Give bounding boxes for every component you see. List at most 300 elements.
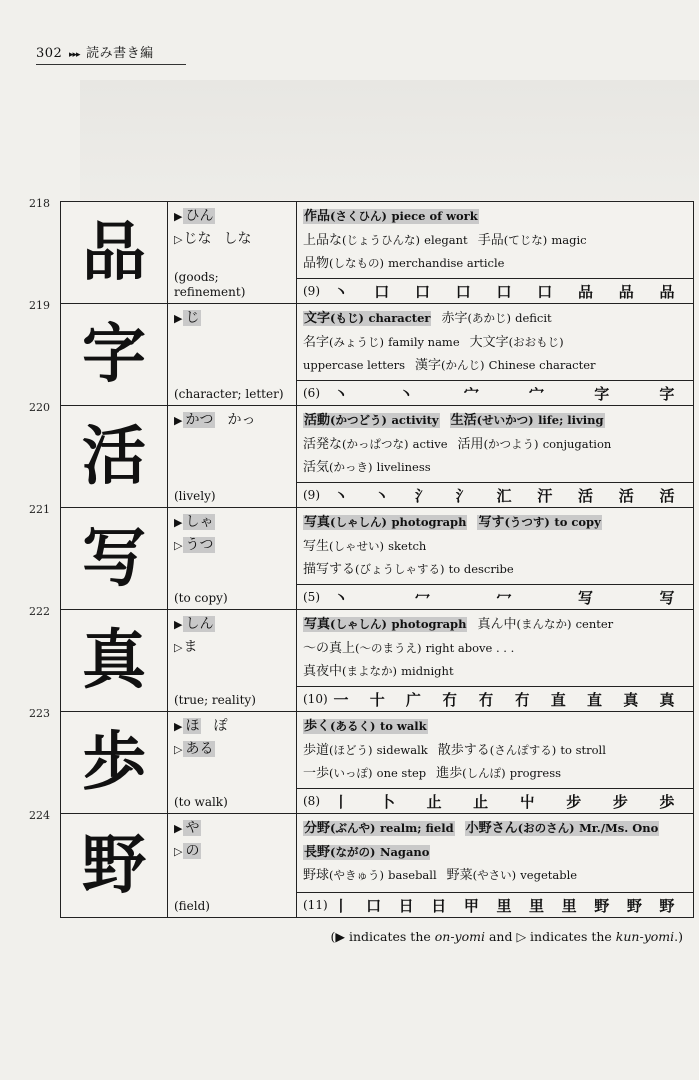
kun-yomi-marker: ▷ (174, 539, 183, 552)
vocab-gloss: elegant (424, 232, 468, 247)
stroke-count: (11) (303, 898, 328, 912)
on-reading-alt: ぽ (213, 718, 228, 734)
entry-number: 221 (29, 503, 50, 516)
vocab-kanji: 名字 (303, 334, 330, 350)
vocab-word (470, 335, 564, 350)
kanji-cell (61, 406, 168, 507)
vocab-list (297, 712, 693, 786)
vocab-reading: (さくひん) (330, 209, 387, 223)
vocab-gloss: uppercase letters (303, 358, 406, 372)
section-title: 読み書き編 (86, 46, 154, 61)
vocab-line (303, 660, 687, 684)
vocab-gloss: to describe (448, 562, 514, 576)
vocab-kanji: 上品な (303, 232, 343, 248)
vocab-kanji: 野菜 (446, 868, 473, 883)
bleed-through-area (80, 80, 699, 200)
stroke-sequence (325, 791, 693, 812)
vocab-cell (297, 202, 693, 303)
vocab-kanji: 文字 (304, 311, 331, 326)
stroke-step: 活 (618, 486, 634, 505)
stroke-step: 口 (414, 282, 430, 301)
kun-reading (174, 636, 292, 659)
vocab-gloss: merchandise article (388, 256, 505, 270)
stroke-step: 活 (659, 486, 675, 505)
meaning-line-1: (lively) (174, 489, 216, 503)
vocab-cell (297, 304, 693, 405)
vocab-word (303, 719, 428, 734)
vocab-line (303, 229, 687, 253)
vocab-list (297, 202, 693, 276)
vocab-word (303, 766, 426, 781)
kun-reading-text: ある (185, 741, 214, 757)
stroke-step: 口 (366, 896, 382, 915)
footnote-kun-yomi: kun-yomi (615, 929, 675, 944)
stroke-step: 丶 (333, 588, 349, 607)
vocab-kanji: 漢字 (415, 358, 442, 373)
legend-footnote (331, 929, 683, 944)
vocab-kanji: 描写する (303, 562, 356, 577)
on-yomi-marker: ▶ (174, 720, 183, 733)
vocab-gloss: vegetable (520, 868, 578, 882)
stroke-step: 丨 (333, 792, 349, 811)
stroke-step: 十 (369, 690, 385, 709)
vocab-word (303, 335, 460, 350)
on-reading-text: ひん (185, 208, 214, 224)
vocab-reading: (しゃしん) (330, 617, 387, 631)
page-number: 302 (36, 46, 63, 61)
stroke-step: 野 (626, 896, 642, 915)
on-reading (174, 715, 292, 738)
footnote-on-yomi: on-yomi (434, 929, 485, 944)
vocab-gloss: deficit (515, 311, 552, 325)
vocab-line (303, 307, 687, 331)
vocab-kanji: 大文字 (469, 334, 509, 350)
vocab-reading: (うつす) (504, 515, 550, 529)
vocab-reading: (せいかつ) (476, 413, 534, 427)
vocab-word (447, 868, 577, 883)
on-yomi-marker: ▶ (174, 414, 183, 427)
stroke-count: (6) (303, 386, 320, 400)
stroke-step: 口 (496, 282, 512, 301)
kanji-entry (29, 299, 693, 406)
vocab-kanji: 一歩 (303, 766, 330, 781)
reading-cell (168, 508, 297, 609)
vocab-word (303, 358, 405, 373)
kanji-character: 活 (82, 418, 146, 494)
vocab-line (303, 252, 687, 276)
on-reading-alt: かっ (227, 412, 256, 428)
stroke-order (297, 278, 693, 303)
stroke-step: 野 (659, 896, 675, 915)
on-reading-text: や (185, 820, 200, 836)
vocab-reading: (しゃせい) (329, 538, 384, 553)
stroke-step: 口 (374, 282, 390, 301)
vocab-list (297, 304, 693, 378)
stroke-step: 品 (659, 282, 675, 301)
stroke-step: 直 (587, 690, 603, 709)
kanji-cell (61, 304, 168, 405)
vocab-line (303, 511, 687, 535)
vocab-word (303, 821, 455, 836)
stroke-step: 冖 (496, 588, 512, 607)
vocab-reading: (おおもじ) (508, 334, 564, 349)
stroke-sequence (325, 383, 693, 404)
stroke-step: 丶 (374, 486, 390, 505)
meaning-line-1: (field) (174, 899, 210, 913)
vocab-kanji: 分野 (304, 821, 331, 836)
vocab-gloss: progress (509, 766, 562, 780)
on-reading-text: かつ (185, 412, 214, 428)
stroke-step: 甲 (463, 896, 479, 915)
vocab-reading: (〜のまうえ) (355, 640, 422, 655)
vocab-cell (297, 508, 693, 609)
vocab-kanji: 写真 (304, 617, 331, 632)
on-reading-text: しん (185, 616, 214, 632)
vocab-word (303, 437, 448, 452)
vocab-reading: (おのさん) (517, 821, 575, 835)
vocab-reading: (しなもの) (329, 256, 384, 270)
stroke-step: 一 (333, 690, 349, 709)
stroke-step: 直 (550, 690, 566, 709)
vocab-reading: (いっぽ) (329, 766, 373, 780)
stroke-step: 冇 (514, 690, 530, 709)
vocab-kanji: 小野さん (465, 821, 518, 836)
kanji-character: 品 (82, 214, 146, 290)
stroke-step: 宀 (529, 384, 545, 403)
vocab-word (478, 233, 587, 248)
vocab-reading: (まんなか) (516, 617, 572, 631)
vocab-word (303, 256, 504, 271)
kanji-meaning (174, 489, 216, 504)
stroke-step: 广 (405, 690, 421, 709)
on-reading-text: じ (185, 310, 200, 326)
vocab-kanji: 品物 (303, 256, 330, 271)
kanji-entry (29, 197, 693, 304)
vocab-gloss: to stroll (560, 742, 606, 757)
vocab-reading: (しゃしん) (330, 515, 387, 529)
vocab-word (458, 437, 612, 452)
vocab-kanji: 活発な (303, 436, 343, 452)
kanji-meaning (174, 387, 284, 402)
stroke-count: (8) (303, 794, 320, 808)
vocab-list (297, 406, 693, 480)
kanji-entry (29, 809, 693, 918)
kun-reading (174, 738, 292, 761)
stroke-order (297, 482, 693, 507)
stroke-step: 氵 (455, 486, 471, 505)
kanji-cell (61, 814, 168, 917)
vocab-line (303, 613, 687, 637)
kanji-entry (29, 707, 693, 814)
vocab-cell (297, 814, 693, 917)
stroke-step: 里 (529, 896, 545, 915)
meaning-line-1: (goods; (174, 270, 219, 284)
stroke-step: 真 (623, 690, 639, 709)
vocab-kanji: 真ん中 (477, 617, 517, 632)
meaning-line-1: (character; letter) (174, 387, 284, 401)
vocab-reading: (かんじ) (441, 358, 485, 372)
on-reading (174, 511, 292, 534)
kun-yomi-marker: ▷ (174, 641, 183, 654)
vocab-reading: (あかじ) (467, 311, 511, 325)
kun-reading-text: ま (183, 639, 198, 655)
vocab-reading: (かっき) (329, 460, 373, 474)
stroke-step: 活 (577, 486, 593, 505)
vocab-gloss: family name (388, 334, 460, 349)
vocab-line (303, 354, 687, 378)
vocab-word (303, 617, 467, 632)
stroke-step: 丶 (333, 486, 349, 505)
on-reading (174, 613, 292, 636)
kanji-cell (61, 712, 168, 813)
vocab-gloss: center (575, 617, 614, 631)
stroke-step: 字 (659, 384, 675, 403)
vocab-gloss: activity (391, 413, 439, 427)
stroke-sequence (325, 281, 693, 302)
stroke-step: 止 (473, 792, 489, 811)
vocab-line (303, 535, 687, 559)
vocab-line (303, 817, 687, 841)
vocab-kanji: 活気 (303, 460, 330, 475)
vocab-gloss: active (412, 436, 448, 451)
stroke-order (297, 686, 693, 711)
kanji-meaning (174, 693, 256, 708)
vocab-kanji: 活動 (304, 413, 331, 428)
on-reading (174, 817, 292, 840)
on-yomi-marker: ▶ (174, 822, 183, 835)
stroke-sequence (325, 895, 693, 916)
vocab-kanji: 野球 (303, 868, 330, 883)
vocab-word (303, 311, 431, 326)
vocab-kanji: 進歩 (436, 766, 463, 781)
vocab-gloss: one step (376, 766, 427, 780)
vocab-kanji: 作品 (304, 209, 331, 224)
stroke-step: 屮 (519, 792, 535, 811)
kanji-entry (29, 605, 693, 712)
vocab-reading: (てじな) (503, 232, 548, 247)
vocab-gloss: photograph (391, 515, 467, 529)
stroke-step: 冇 (442, 690, 458, 709)
stroke-step: 野 (594, 896, 610, 915)
vocab-line (303, 409, 687, 433)
vocab-kanji: 歩く (304, 719, 331, 734)
kun-reading-text: の (185, 843, 200, 859)
vocab-word (303, 664, 454, 679)
stroke-step: 品 (618, 282, 634, 301)
entry-number: 222 (29, 605, 50, 618)
vocab-reading: (みょうじ) (329, 334, 384, 349)
page-header (36, 42, 186, 65)
stroke-sequence (325, 485, 693, 506)
stroke-step: 丶 (398, 384, 414, 403)
vocab-kanji: 写生 (303, 538, 330, 554)
vocab-gloss: baseball (388, 868, 437, 882)
vocab-word (303, 845, 430, 860)
reading-cell (168, 712, 297, 813)
kanji-character: 野 (82, 827, 146, 903)
on-reading (174, 307, 292, 330)
vocab-line (303, 739, 687, 763)
stroke-step: 步 (612, 792, 628, 811)
entry-number: 220 (29, 401, 50, 414)
on-yomi-marker: ▶ (174, 312, 183, 325)
kanji-character: 歩 (82, 724, 146, 800)
vocab-gloss: life; living (538, 413, 604, 427)
vocab-kanji: 散歩する (437, 742, 490, 758)
stroke-step: 品 (577, 282, 593, 301)
vocab-list (297, 508, 693, 582)
vocab-word (303, 562, 514, 577)
stroke-step: 止 (426, 792, 442, 811)
vocab-gloss: realm; field (379, 821, 454, 835)
reading-cell (168, 406, 297, 507)
vocab-line (303, 841, 687, 865)
stroke-step: 步 (566, 792, 582, 811)
vocab-kanji: 写す (478, 515, 505, 530)
entry-number: 218 (29, 197, 50, 210)
vocab-kanji: 写真 (304, 515, 331, 530)
kun-yomi-marker: ▷ (174, 743, 183, 756)
meaning-line-1: (true; reality) (174, 693, 256, 707)
on-yomi-marker: ▶ (174, 210, 183, 223)
kanji-meaning (174, 795, 228, 810)
kanji-cell (61, 508, 168, 609)
vocab-gloss: photograph (391, 617, 467, 631)
vocab-word (477, 515, 601, 530)
kanji-table (29, 197, 694, 918)
stroke-step: 日 (431, 896, 447, 915)
vocab-list (297, 814, 693, 888)
vocab-word (415, 358, 596, 373)
stroke-step: 写 (577, 588, 593, 607)
reading-cell (168, 610, 297, 711)
vocab-gloss: Mr./Ms. Ono (579, 821, 659, 835)
on-reading (174, 409, 292, 432)
stroke-step: 里 (496, 896, 512, 915)
vocab-reading: (かっぱつな) (342, 436, 409, 451)
vocab-reading: (もじ) (330, 311, 364, 325)
vocab-cell (297, 712, 693, 813)
stroke-step: 字 (594, 384, 610, 403)
meaning-line-2: refinement) (174, 285, 246, 299)
entry-number: 219 (29, 299, 50, 312)
entry-number: 223 (29, 707, 50, 720)
vocab-kanji: 赤字 (441, 311, 468, 326)
on-yomi-marker: ▶ (174, 618, 183, 631)
kanji-meaning (174, 270, 245, 300)
kanji-character: 写 (82, 520, 146, 596)
vocab-word (303, 868, 437, 883)
vocab-kanji: 〜の真上 (303, 640, 356, 656)
vocab-line (303, 558, 687, 582)
on-reading (174, 205, 292, 228)
vocab-gloss: midnight (401, 664, 454, 678)
kanji-character: 字 (82, 316, 146, 392)
vocab-word (441, 311, 551, 326)
kanji-meaning (174, 591, 228, 606)
vocab-word (303, 743, 428, 758)
vocab-reading: (かつよう) (483, 436, 539, 451)
vocab-reading: (さんぽする) (489, 742, 557, 757)
stroke-count: (9) (303, 284, 320, 298)
vocab-line (303, 715, 687, 739)
stroke-step: 宀 (463, 384, 479, 403)
header-arrows: ▸▸▸ (68, 50, 80, 60)
stroke-sequence (325, 587, 693, 608)
kun-yomi-marker: ▷ (174, 233, 183, 246)
kun-yomi-marker: ▷ (174, 845, 183, 858)
vocab-reading: (やきゅう) (329, 868, 384, 882)
vocab-word (477, 617, 613, 632)
vocab-word (438, 743, 606, 758)
stroke-count: (10) (303, 692, 328, 706)
footnote-text-1: (▶ indicates the (330, 929, 435, 944)
vocab-kanji: 長野 (304, 844, 331, 860)
vocab-kanji: 手品 (477, 232, 504, 248)
vocab-line (303, 456, 687, 480)
vocab-gloss: magic (551, 232, 587, 247)
stroke-step: 歩 (659, 792, 675, 811)
kanji-cell (61, 202, 168, 303)
stroke-step: 汗 (537, 486, 553, 505)
kun-reading (174, 228, 292, 251)
vocab-reading: (しんぽ) (462, 766, 506, 780)
vocab-gloss: conjugation (542, 436, 612, 451)
stroke-order (297, 584, 693, 609)
stroke-step: 氵 (414, 486, 430, 505)
vocab-line (303, 637, 687, 661)
vocab-word (450, 413, 605, 428)
vocab-gloss: sidewalk (376, 742, 428, 757)
kanji-character: 真 (82, 622, 146, 698)
stroke-step: 丶 (333, 384, 349, 403)
vocab-kanji: 活用 (457, 436, 484, 452)
vocab-line (303, 864, 687, 888)
vocab-gloss: to copy (554, 515, 601, 529)
stroke-step: 汇 (496, 486, 512, 505)
vocab-word (436, 766, 561, 781)
footnote-text-3: .) (674, 929, 683, 944)
stroke-step: 里 (561, 896, 577, 915)
stroke-order (297, 892, 693, 917)
reading-cell (168, 202, 297, 303)
stroke-count: (5) (303, 590, 320, 604)
stroke-sequence (325, 689, 693, 710)
vocab-cell (297, 610, 693, 711)
kun-reading (174, 840, 292, 863)
vocab-reading: (びょうしゃする) (355, 562, 445, 576)
vocab-reading: (ながの) (330, 844, 376, 859)
vocab-line (303, 205, 687, 229)
vocab-gloss: character (368, 311, 431, 325)
vocab-list (297, 610, 693, 684)
stroke-step: 丶 (333, 282, 349, 301)
stroke-order (297, 788, 693, 813)
stroke-step: 冖 (414, 588, 430, 607)
stroke-step: 日 (398, 896, 414, 915)
stroke-order (297, 380, 693, 405)
vocab-gloss: liveliness (376, 460, 431, 474)
kanji-entry (29, 503, 693, 610)
vocab-line (303, 331, 687, 355)
kanji-meaning (174, 899, 210, 914)
vocab-kanji: 生活 (450, 413, 477, 428)
meaning-line-1: (to walk) (174, 795, 228, 809)
on-reading-text: しゃ (185, 514, 214, 530)
vocab-word (303, 460, 431, 475)
stroke-step: 丨 (333, 896, 349, 915)
vocab-gloss: Chinese character (488, 358, 596, 372)
